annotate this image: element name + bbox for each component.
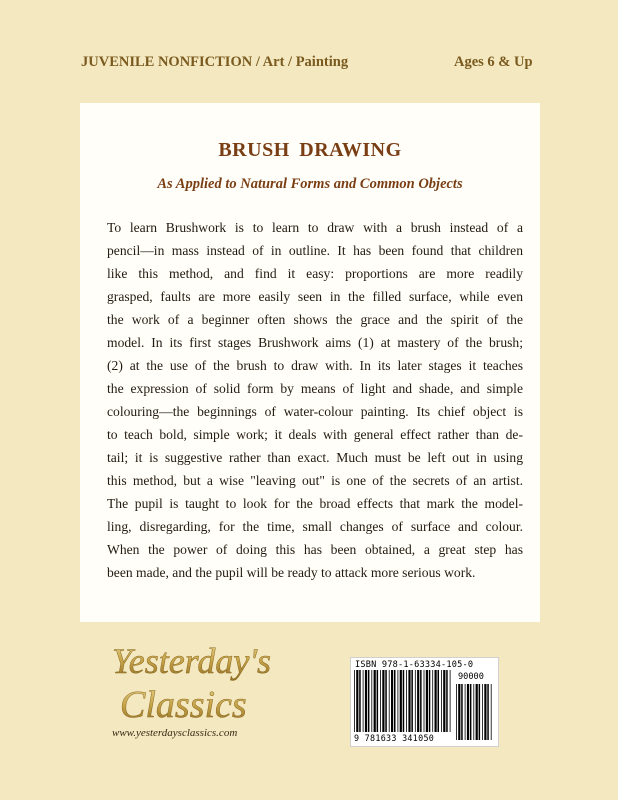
barcode-bar xyxy=(382,670,384,732)
barcode-bar xyxy=(470,684,472,740)
book-subtitle: As Applied to Natural Forms and Common Objects xyxy=(157,176,463,192)
barcode-bar xyxy=(400,670,402,732)
barcode-bar xyxy=(467,684,469,740)
barcode-bar xyxy=(482,684,483,740)
barcode-bar xyxy=(374,670,376,732)
barcode-bar xyxy=(461,684,463,740)
barcode-bar xyxy=(406,670,407,732)
barcode-digits: 9 781633 341050 xyxy=(354,733,435,743)
barcode-bar xyxy=(385,670,387,732)
barcode-bar xyxy=(432,670,433,732)
book-description xyxy=(107,216,523,584)
logo-line1: Yesterday's xyxy=(112,641,272,681)
isbn-number: ISBN 978-1-63334-105-0 xyxy=(355,660,474,670)
barcode-bar xyxy=(359,670,361,732)
description-line: (2) at the use of the brush to draw with. In its later stages it teaches xyxy=(107,358,523,373)
barcode-bar xyxy=(424,670,425,732)
header-bar xyxy=(0,54,618,74)
barcode-bar xyxy=(415,670,416,732)
barcode-bar xyxy=(354,670,355,732)
barcode-bar xyxy=(465,684,466,740)
barcode-bar xyxy=(426,670,428,732)
description-line: been made, and the pupil will be ready to attack more serious work. xyxy=(107,565,476,580)
description-line: To learn Brushwork is to learn to draw with a brush instead of a xyxy=(107,220,523,235)
barcode-bar xyxy=(380,670,381,732)
category-label: JUVENILE NONFICTION / Art / Painting xyxy=(81,54,349,70)
book-title: BRUSH DRAWING xyxy=(218,139,402,161)
description-line: model. In its first stages Brushwork aims (1) at mastery of the brush; xyxy=(107,335,523,350)
description-line: The pupil is taught to look for the broad effects that mark the model- xyxy=(107,496,523,511)
barcode-bar xyxy=(450,670,451,732)
barcode-bar xyxy=(363,670,364,732)
barcode-bar xyxy=(441,670,442,732)
barcode-bar xyxy=(438,670,440,732)
barcode-bars xyxy=(353,670,453,734)
description-line: ling, disregarding, for the time, small changes of surface and colour. xyxy=(107,519,523,534)
barcode-bar xyxy=(356,670,358,732)
barcode-bar xyxy=(435,670,437,732)
description-line: like this method, and find it easy: proportions are more readily xyxy=(107,266,523,281)
barcode-bar xyxy=(491,684,492,740)
description-line: When the power of doing this has been obtained, a great step has xyxy=(107,542,523,557)
barcode-bar xyxy=(394,670,396,732)
barcode-bar xyxy=(420,670,422,732)
publisher-url: www.yesterdaysclassics.com xyxy=(112,727,238,739)
barcode-bar xyxy=(403,670,405,732)
barcode-bar xyxy=(389,670,390,732)
barcode-bar xyxy=(371,670,372,732)
barcode-bar xyxy=(377,670,379,732)
description-line: pencil—in mass instead of in outline. It has been found that children xyxy=(107,243,523,258)
logo-line2: Classics xyxy=(120,684,247,726)
barcode-bar xyxy=(411,670,413,732)
description-line: grasped, faults are more easily seen in the filled surface, while even xyxy=(107,289,523,304)
price-code: 90000 xyxy=(458,672,484,682)
barcode-bar xyxy=(456,684,457,740)
barcode-bar xyxy=(429,670,431,732)
barcode-bar xyxy=(408,670,410,732)
description-line: tail; it is suggestive rather than exact. Much must be left out in using xyxy=(107,450,523,465)
isbn-barcode xyxy=(350,657,499,747)
barcode-bar xyxy=(365,670,367,732)
age-range-label: Ages 6 & Up xyxy=(454,54,533,70)
barcode-bar xyxy=(484,684,486,740)
description-line: to teach bold, simple work; it deals with general effect rather than de- xyxy=(107,427,523,442)
publisher-logo-icon xyxy=(112,635,312,735)
barcode-bar xyxy=(398,670,399,732)
barcode-bar xyxy=(368,670,370,732)
description-line: the expression of solid form by means of light and shade, and simple xyxy=(107,381,523,396)
barcode-bar xyxy=(476,684,478,740)
barcode-bar xyxy=(473,684,474,740)
barcode-bar xyxy=(446,670,448,732)
description-line: colouring—the beginnings of water-colour painting. Its chief object is xyxy=(107,404,523,419)
description-line: this method, but a wise "leaving out" is one of the secrets of an artist. xyxy=(107,473,523,488)
barcode-bar xyxy=(391,670,393,732)
description-line: the work of a beginner often shows the grace and the spirit of the xyxy=(107,312,523,327)
description-panel xyxy=(80,103,540,622)
barcode-bar xyxy=(479,684,481,740)
barcode-bar xyxy=(417,670,419,732)
barcode-bar xyxy=(443,670,445,732)
price-barcode-bars xyxy=(455,684,495,742)
barcode-bar xyxy=(458,684,460,740)
barcode-bar xyxy=(487,684,489,740)
